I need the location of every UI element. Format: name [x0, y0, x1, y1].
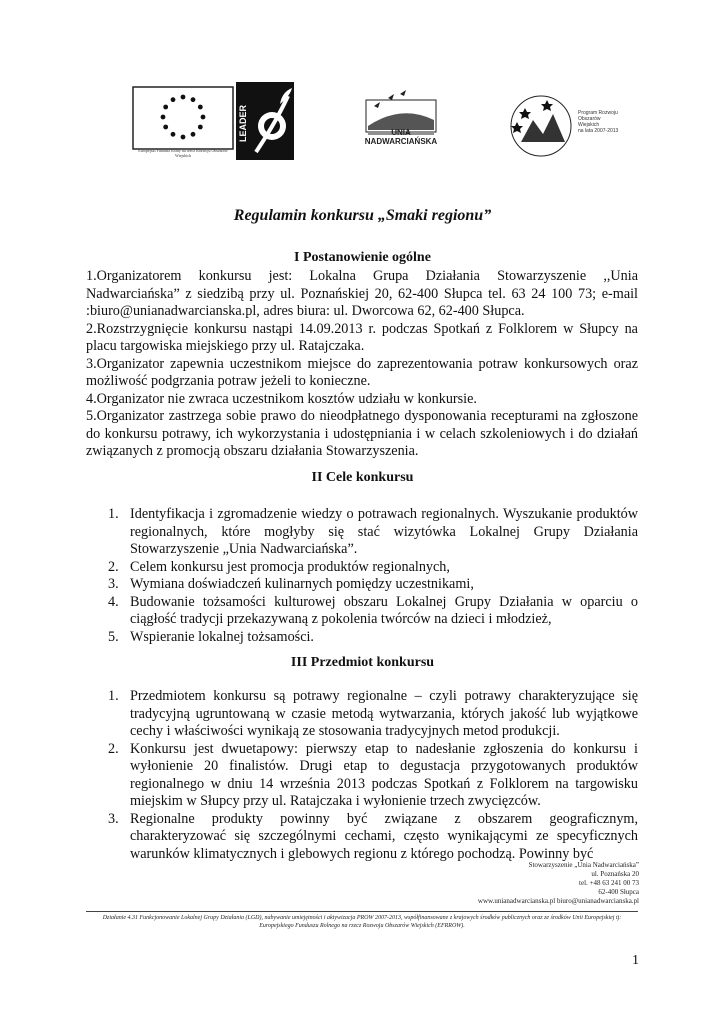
footer-funding-note: Działanie 4.31 Funkcjonowanie Lokalnej Grupy Działania (LGD), nabywanie umiejętności i aktywizacja PROW 2007-2013, współfinansowane z krajowych środków publicznych oraz ze środków Unii Europejskiej tj: Europejskiego Funduszu Rolnego na rzecz Rozwoju Obszarów Wiejskich (EFRROW).: [102, 915, 622, 929]
list-item: [86, 559, 638, 577]
unia-caption-line1: UNIA: [391, 128, 411, 137]
leader-text: LEADER: [238, 104, 248, 142]
prow-caption-years: na lata 2007-2013: [578, 128, 619, 134]
section1-p1: 1.Organizatorem konkursu jest: Lokalna Grupa Działania Stowarzyszenie ,,Unia Nadwarciańska” z siedzibą przy ul. Poznańskiej 20, 62-400 Słupca tel. 63 24 100 73; e-mail :biuro@unianadwarcianska.pl, adres biura: ul. Dworcowa 62, 62-400 Słupca.: [86, 268, 638, 319]
footer-web-email: www.unianadwarcianska.pl biuro@unianadwarcianska.pl: [477, 897, 639, 905]
section2-list: [86, 506, 638, 646]
footer-city: 62-400 Słupca: [598, 888, 639, 896]
item-text: Identyfikacja i zgromadzenie wiedzy o potrawach regionalnych. Wyszukanie produktów regionalnych, które mogłyby się stać wizytówka Lokalnej Grupy Działania Stowarzyszenie „Unia Nadwarciańska”.: [130, 506, 638, 557]
eu-star-icon: [171, 132, 176, 137]
eu-star-icon: [163, 125, 168, 130]
eu-caption: Europejski Fundusz Rolny na rzecz Rozwoju Obszarów Wiejskich: [138, 148, 228, 158]
section1-heading: I Postanowienie ogólne: [294, 250, 431, 265]
list-item: [86, 688, 638, 741]
eu-star-icon: [181, 135, 186, 140]
item-text: Konkursu jest dwuetapowy: pierwszy etap to nadesłanie zgłoszenia do konkursu i wyłonienie 20 finalistów. Drugi etap to degustacja przygotowanych produktów regionalnego w dniu 14 września 2013 podczas Spotkań z Folklorem na targowisku miejskim w Słupcy przy ul. Ratajczaka i wyłonienie trzech zwycięzców.: [130, 740, 638, 809]
item-number: 3.: [108, 810, 119, 827]
section3-heading: III Przedmiot konkursu: [290, 655, 435, 670]
section1-p3: 3.Organizator zapewnia uczestnikom miejsce do zaprezentowania potraw konkursowych oraz możliwość podgrzania potraw jeżeli to konieczne.: [86, 355, 638, 389]
section1-p5: 5.Organizator zastrzega sobie prawo do nieodpłatnego dysponowania recepturami na zgłoszone do konkursu potrawy, ich wykorzystania i udostępniania i w celach szkoleniowych i do działań związanych z promocją obszaru działania Stowarzyszenia.: [86, 408, 638, 459]
eu-star-icon: [161, 115, 166, 120]
item-number: 1.: [108, 688, 119, 704]
list-item: [86, 594, 638, 629]
document-title: Regulamin konkursu „Smaki regionu”: [233, 207, 492, 224]
item-number: 3.: [108, 576, 119, 592]
logo-bar: [0, 82, 725, 162]
eu-star-icon: [191, 132, 196, 137]
item-number: 4.: [108, 593, 119, 610]
footer-address: [478, 861, 639, 906]
eu-star-icon: [163, 105, 168, 110]
list-item: [86, 811, 638, 864]
item-text: Celem konkursu jest promocja produktów regionalnych,: [130, 558, 450, 575]
page-number: 1: [632, 953, 639, 968]
item-number: 2.: [108, 740, 119, 757]
footer-divider: [86, 911, 638, 912]
list-item: [86, 741, 638, 811]
eu-star-icon: [198, 105, 203, 110]
item-number: 5.: [108, 628, 119, 645]
list-item: [86, 629, 638, 647]
section1-p2: 2.Rozstrzygnięcie konkursu nastąpi 14.09.2013 r. podczas Spotkań z Folklorem w Słupcy na placu targowiska miejskiego przy ul. Ratajczaka.: [86, 320, 638, 354]
leader-logo: [236, 82, 294, 160]
eu-star-icon: [191, 97, 196, 102]
unia-caption-line2: NADWARCIAŃSKA: [364, 137, 438, 146]
item-text: Wspieranie lokalnej tożsamości.: [130, 628, 314, 645]
eu-flag-logo: [132, 86, 234, 150]
section3-list: [86, 688, 638, 863]
prow-logo: [503, 90, 583, 160]
item-text: Przedmiotem konkursu są potrawy regionalne – czyli potrawy charakteryzujące się tradycyjną ugruntowaną w czasie metodą wytwarzania, których jakość lub wyjątkowe cechy i właściwości wynikają ze stosowania tradycyjnych metod produkcji.: [130, 688, 638, 739]
section1-paragraphs: [86, 268, 638, 461]
prow-caption: [578, 110, 620, 134]
prow-caption-text: Program Rozwoju Obszarów Wiejskich: [578, 110, 618, 128]
item-text: Regionalne produkty powinny być związane z obszarem geograficznym, charakteryzować się szczególnymi cechami, często wynikającymi ze specyficznych warunków klimatycznych i glebowych regionu z którego pochodzą. Powinny być: [130, 810, 638, 862]
section2-heading: II Cele konkursu: [311, 470, 414, 485]
eu-star-icon: [181, 95, 186, 100]
footer-street: ul. Poznańska 20: [591, 870, 639, 878]
eu-star-icon: [201, 115, 206, 120]
item-number: 1.: [108, 506, 119, 522]
unia-caption: [364, 128, 438, 146]
eu-star-icon: [198, 125, 203, 130]
item-text: Wymiana doświadczeń kulinarnych pomiędzy uczestnikami,: [130, 576, 474, 592]
list-item: [86, 506, 638, 559]
section1-p4: 4.Organizator nie zwraca uczestnikom kosztów udziału w konkursie.: [86, 390, 477, 407]
item-text: Budowanie tożsamości kulturowej obszaru Lokalnej Grupy Działania w oparciu o ciągłość tradycji przekazywaną z pokolenia twórców na dzieci i młodzież,: [130, 593, 638, 627]
eu-star-icon: [171, 97, 176, 102]
list-item: [86, 576, 638, 594]
footer-org: Stowarzyszenie „Unia Nadwarciańska”: [528, 861, 639, 869]
footer-tel: tel. +48 63 241 00 73: [579, 879, 639, 887]
item-number: 2.: [108, 558, 119, 575]
